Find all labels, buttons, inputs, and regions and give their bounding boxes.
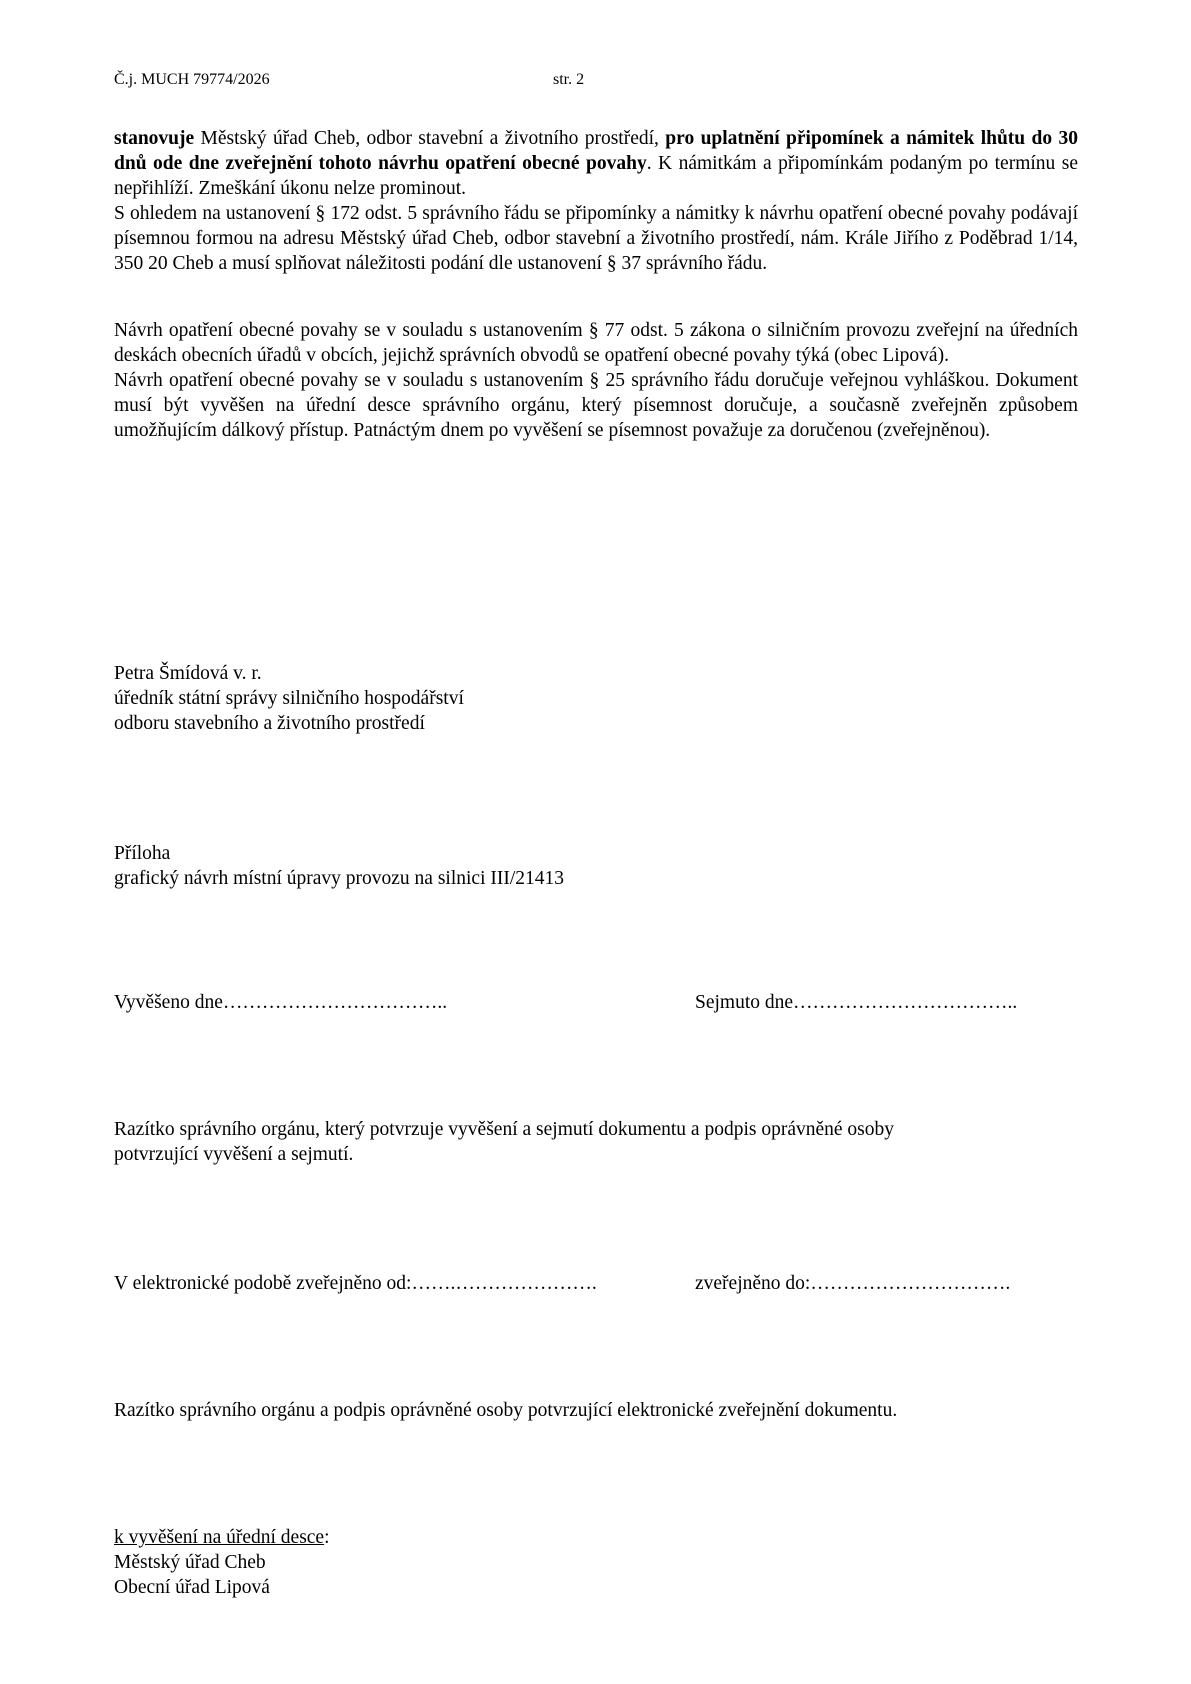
deadline-bold-text: pro uplatnění připomínek a námitek lhůtu do 30 dnů ode dne zveřejnění tohoto návrhu opatření obecné povahy [114,128,1078,174]
comments-deadline-section [114,126,1078,276]
notice-board-distribution [114,1525,330,1600]
posting-stamp-line2: potvrzující vyvěšení a sejmutí. [114,1144,354,1165]
attachment-description: grafický návrh místní úpravy provozu na silnici III/21413 [114,868,565,889]
posting-stamp-line1: Razítko správního orgánu, který potvrzuje vyvěšení a sejmutí dokumentu a podpis oprávněné osoby [114,1119,895,1140]
distribution-heading-text: k vyvěšení na úřední desce [114,1527,325,1548]
attachment-block [114,841,564,891]
publication-section [114,318,1078,443]
distribution-heading [114,1525,330,1550]
signatory-role: úředník státní správy silničního hospodářství [114,688,464,709]
distribution-heading-colon: : [324,1527,330,1548]
removed-date-line: Sejmuto dne…………………………….. [695,992,1018,1013]
recipient-lipova: Obecní úřad Lipová [114,1577,270,1598]
signature-block [114,661,464,736]
posting-stamp-note [114,1117,1078,1167]
office-text: Městský úřad Cheb, odbor stavební a životního prostředí, [194,128,666,149]
posted-date-line: Vyvěšeno dne…………………………….. [114,992,448,1013]
electronic-published-to: zveřejněno do:…………………………. [695,1273,1011,1294]
attachment-label: Příloha [114,843,171,864]
electronic-stamp-note: Razítko správního orgánu a podpis oprávněné osoby potvrzující elektronické zveřejnění dokumentu. [114,1400,898,1421]
signatory-name: Petra Šmídová v. r. [114,663,262,684]
page-number: str. 2 [553,71,585,88]
late-objections-text: . K námitkám a připomínkám podaným po termínu se nepřihlíží. Zmeškání úkonu nelze prominout. [114,153,1078,199]
delivery-paragraph: Návrh opatření obecné povahy se v souladu s ustanovením § 25 správního řádu doručuje veřejnou vyhláškou. Dokument musí být vyvěšen na úřední desce správního orgánu, který písemnost doručuje, a současně zveřejněn způsobem umožňujícím dálkový přístup. Patnáctým dnem po vyvěšení se písemnost považuje za doručenou (zveřejněnou). [114,370,1078,441]
electronic-published-from: V elektronické podobě zveřejněno od:…….…………………. [114,1273,597,1294]
reference-number: Č.j. MUCH 79774/2026 [114,71,270,88]
signatory-department: odboru stavebního a životního prostředí [114,713,425,734]
recipient-cheb: Městský úřad Cheb [114,1552,266,1573]
deadline-paragraph [114,126,1078,201]
submission-paragraph: S ohledem na ustanovení § 172 odst. 5 správního řádu se připomínky a námitky k návrhu opatření obecné povahy podávají písemnou formou na adresu Městský úřad Cheb, odbor stavební a životního prostředí, nám. Krále Jiřího z Poděbrad 1/14, 350 20 Cheb a musí splňovat náležitosti podání dle ustanovení § 37 správního řádu. [114,203,1078,274]
bold-stanovuje: stanovuje [114,128,195,149]
publication-paragraph: Návrh opatření obecné povahy se v souladu s ustanovením § 77 odst. 5 zákona o silničním provozu zveřejní na úředních deskách obecních úřadů v obcích, jejichž správních obvodů se opatření obecné povahy týká (obec Lipová). [114,320,1078,366]
